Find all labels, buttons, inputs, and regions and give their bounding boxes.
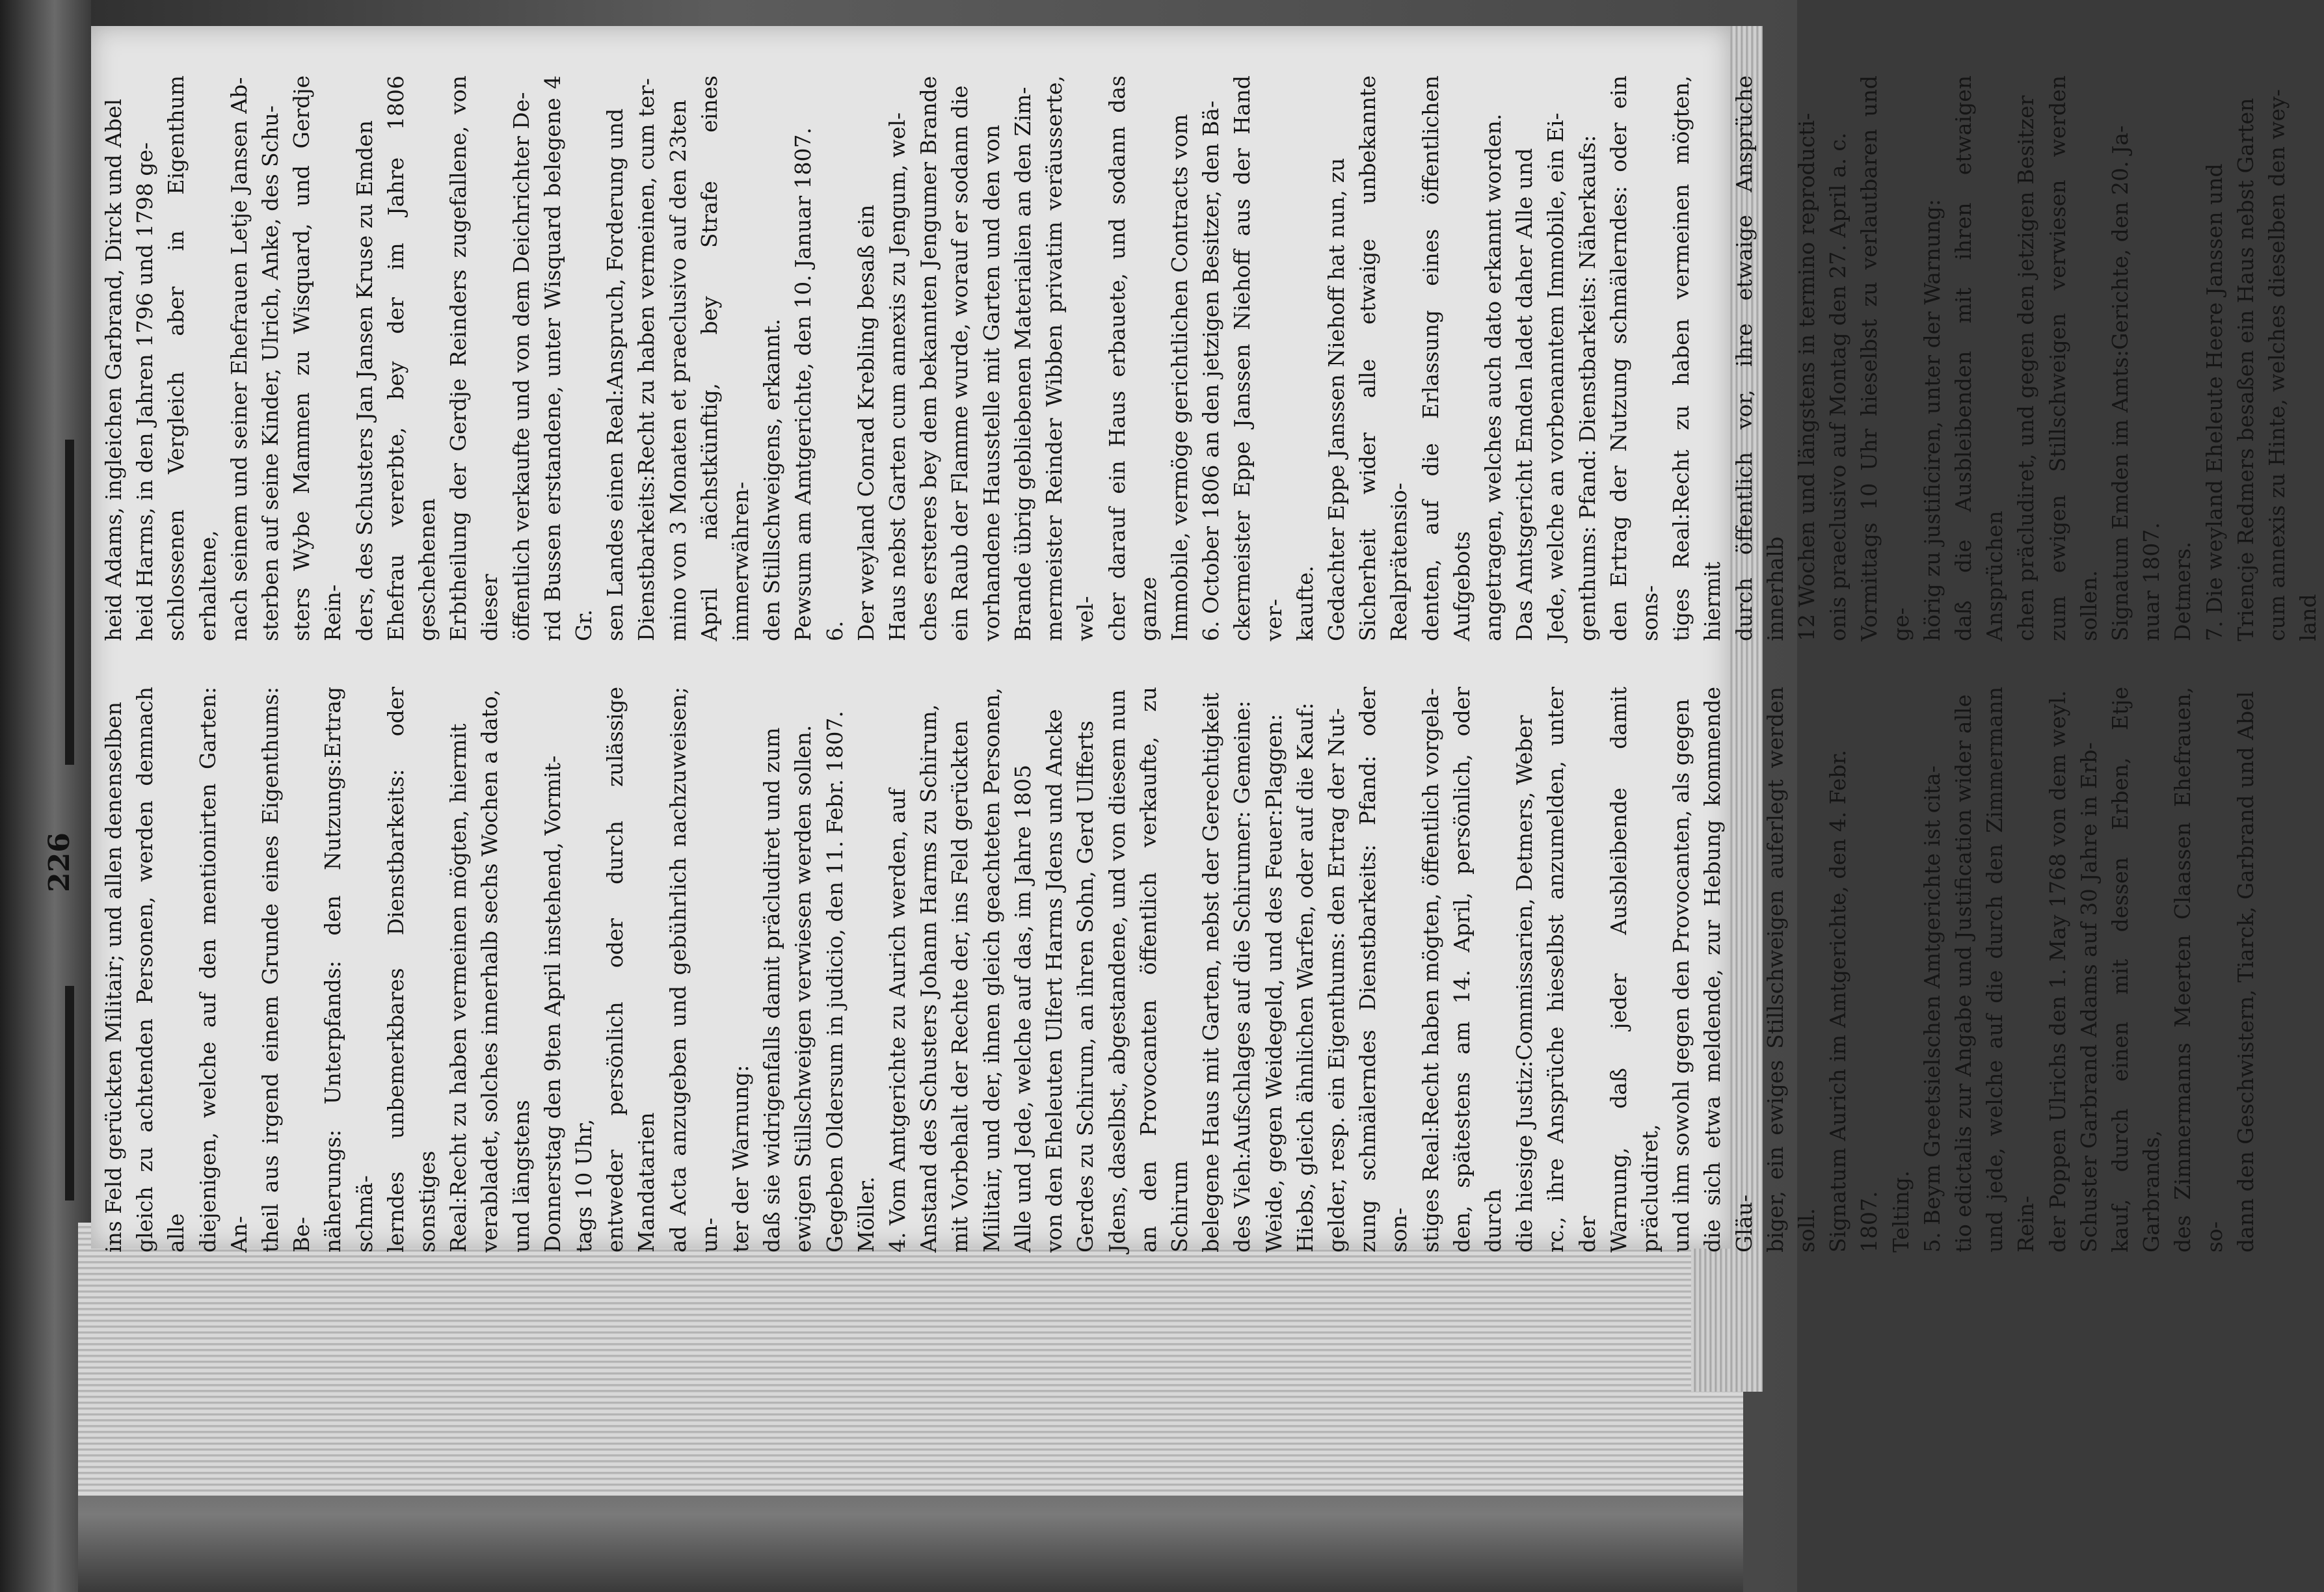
text-line: und jede, welche auf die durch den Zimmermann Rein- [1982,687,2039,1253]
text-line: Hiebs, gleich ähnlichen Warfen, oder auf die Kauf: [1292,702,1318,1253]
text-line: durch öffentlich vor, ihre etwaige Ansprüche innerhalb [1731,75,1788,641]
text-line: ches ersteres bey dem bekannten Jengumer Brande [916,75,942,641]
text-line: mino von 3 Monaten et praeclusivo auf den 23ten [665,100,691,641]
text-line: tags 10 Uhr, [571,1119,597,1253]
text-line: diejenigen, welche auf den mentionirten Garten: An- [194,687,252,1253]
page-text [36,43,2321,1266]
text-line: Jede, welche an vorbenanntem Immobile, ein Ei- [1543,113,1569,641]
text-line: rid Bussen erstandene, unter Wisquard belegene 4 Gr. [539,75,597,641]
text-line: Alle und Jede, welche auf das, im Jahre 1805 [1009,764,1035,1253]
page-number: 226 [43,832,76,892]
text-line: kauf, durch einen mit dessen Erben, Etje Garbrands, [2107,687,2165,1253]
text-line: sters Wybe Mammen zu Wisquard, und Gerdje Rein- [289,75,346,641]
text-line: zung schmälerndes Dienstbarkeits: Pfand: oder son- [1355,687,1412,1253]
text-line: zum ewigen Stillschweigen verwiesen werden sollen. [2044,75,2102,641]
header-rule-left [65,986,74,1201]
text-line: entweder persönlich oder durch zulässige Mandatarien [602,687,660,1253]
text-line: 4. Vom Amtgerichte zu Aurich werden, auf [885,788,911,1253]
text-line: Möller. [853,1176,879,1253]
text-line: Vormittags 10 Uhr hieselbst zu verlautbaren und ge- [1856,75,1914,641]
text-line: Anstand des Schusters Johann Harms zu Schirum, [916,704,942,1253]
text-line: nach seinem und seiner Ehefrauen Letje Jansen Ab- [226,77,252,641]
text-line: Telting. [1888,1170,1914,1253]
text-line: daß die Ausbleibenden mit ihren etwaigen Ansprüchen [1950,75,2008,641]
text-line: lerndes unbemerkbares Dienstbarkeits: oder sonstiges [382,687,440,1253]
text-line: die hiesige Justiz:Commissarien, Detmers, Weber [1512,715,1538,1253]
text-line: kaufte. [1292,565,1318,641]
text-line: der Poppen Ulrichs den 1. May 1768 von dem weyl. [2044,690,2070,1253]
text-line: Sicherheit wider alle etwaige unbekannte Realprätensio- [1355,75,1412,641]
text-line: onis praeclusivo auf Montag den 27. April a. c. [1825,132,1851,641]
text-line: Pewsum am Amtgerichte, den 10. Januar 1807. [790,127,816,641]
text-line: die sich etwa meldende, zur Hebung kommende Gläu- [1700,687,1757,1253]
text-line: und ihm sowohl gegen den Provocanten, als gegen [1668,698,1694,1253]
text-line: 6. October 1806 an den jetzigen Besitzer, den Bä- [1198,100,1224,641]
text-line: angetragen, welches auch dato erkannt worden. [1480,113,1506,641]
text-line: 6. [821,620,848,641]
text-line: Signatum Aurich im Amtgerichte, den 4. Febr. [1825,749,1851,1253]
text-line: belegene Haus mit Garten, nebst der Gerechtigkeit [1198,693,1224,1253]
text-line: Ehefrau vererbte, bey der im Jahre 1806 geschehenen [382,75,440,641]
text-line: Haus nebst Garten cum annexis zu Jengum, wel- [885,112,911,641]
text-line: cum annexis zu Hinte, welches dieselben den wey- [2264,89,2290,641]
text-line: mit Vorbehalt der Rechte der, ins Feld gerückten [947,720,973,1253]
text-line: land [2295,594,2321,641]
text-line: gelder, resp. ein Eigenthums: den Ertrag der Nut- [1323,708,1349,1253]
text-line: Donnerstag den 9ten April instehend, Vormit- [539,755,565,1253]
text-line: des Zimmermanns Meerten Claassen Ehefrauen, so- [2170,687,2227,1253]
text-line: ewigen Stillschweigen verwiesen werden sollen. [790,724,816,1253]
text-line: Signatum Emden im Amts:Gerichte, den 20. Ja- [2107,125,2133,641]
text-line: ins Feld gerückten Militair; und allen denenselben [101,702,126,1253]
text-line: April nächstkünftig, bey Strafe eines immerwähren- [696,75,754,641]
text-line: 5. Beym Greetsielschen Amtgerichte ist cita- [1919,765,1945,1253]
text-line: Gerdes zu Schirum, an ihren Sohn, Gerd Ulfferts [1073,721,1099,1253]
text-line: ad Acta anzugeben und gebührlich nachzuweisen; un- [665,687,722,1253]
text-line: näherungs: Unterpfands: den Nutzungs:Ertrag schmä- [320,687,377,1253]
right-column [98,75,2321,641]
text-line: Warnung, daß jeder Ausbleibende damit präcludiret, [1605,687,1663,1253]
text-line: chen präcludiret, und gegen den jetzigen Besitzer [2013,95,2039,641]
text-line: ckermeister Eppe Janssen Niehoff aus der Hand ver- [1229,75,1287,641]
text-line: hörig zu justificiren, unter der Warnung: [1919,199,1945,641]
text-line: an den Provocanten öffentlich verkaufte, zu Schirum [1135,687,1192,1253]
text-line: Dienstbarkeits:Recht zu haben vermeinen, cum ter- [634,78,660,641]
text-line: sterben auf seine Kinder, Ulrich, Anke, des Schu- [258,105,284,641]
text-line: heid Harms, in den Jahren 1796 und 1798 ge- [132,142,158,641]
text-line: sen Landes einen Real:Anspruch, Forderung und [602,108,628,641]
text-line: stiges Real:Recht haben mögten, öffentlich vorgela- [1417,687,1443,1253]
text-line: Real:Recht zu haben vermeinen mögten, hiermit [446,723,472,1253]
text-line: 1807. [1856,1191,1882,1253]
text-line: Gedachter Eppe Janssen Niehoff hat nun, zu [1323,157,1349,641]
text-line: und längstens [508,1100,534,1253]
text-line: heid Adams, ingleichen Garbrand, Dirck und Abel [101,98,126,641]
text-line: tiges Real:Recht zu haben vermeinen mögten, hiermit [1668,75,1726,641]
text-line: Jdens, daselbst, abgestandene, und von diesem nun [1104,689,1130,1253]
text-line: ter der Warnung: [728,1065,754,1253]
text-line: theil aus irgend einem Grunde eines Eigenthums: Be- [258,687,315,1253]
text-line: schlossenen Vergleich aber in Eigenthum erhaltene, [163,75,220,641]
left-column [98,687,2258,1253]
text-line: öffentlich verkaufte und von dem Deichrichter De- [508,92,534,641]
text-line: Erbtheilung der Gerdje Reinders zugefallene, von dieser [446,75,503,641]
text-line: den Ertrag der Nutzung schmälerndes: oder ein sons- [1605,75,1663,641]
text-line: ders, des Schusters Jan Jansen Kruse zu Emden [351,120,377,641]
text-line: rc., ihre Ansprüche hieselbst anzumelden, unter der [1543,687,1600,1253]
text-line: ein Raub der Flamme wurde, worauf er sodann die [947,85,973,641]
text-line: biger, ein ewiges Stillschweigen auferlegt werden soll. [1762,687,1819,1253]
text-line: Immobile, vermöge gerichtlichen Contracts vom [1166,114,1192,641]
text-line: Militair, und der, ihnen gleich geachteten Personen, [978,687,1004,1253]
text-line: den, spätestens am 14. April, persönlich, oder durch [1449,687,1506,1253]
text-line: Das Amtsgericht Emden ladet daher Alle und [1512,148,1538,641]
page-header [36,43,95,1266]
text-line: Triencje Redmers besaßen ein Haus nebst Garten [2232,98,2258,641]
text-line: cher darauf ein Haus erbauete, und sodann das ganze [1104,75,1161,641]
text-line: Gegeben Oldersum in judicio, den 11. Febr. 1807. [821,710,848,1253]
text-line: 12 Wochen und längstens in termino reproducti- [1793,113,1819,641]
text-line: Detmers. [2170,541,2196,641]
text-line: verabladet, solches innerhalb sechs Wochen a dato, [477,689,503,1253]
text-line: vorhandene Hausstelle mit Garten und den von [978,124,1004,641]
header-rule-right [65,440,74,765]
text-line: Schuster Garbrand Adams auf 30 Jahre in Erb- [2076,742,2102,1253]
text-line: tio edictalis zur Angabe und Justification wider alle [1950,694,1976,1253]
text-line: gleich zu achtenden Personen, werden demnach alle [132,687,189,1253]
text-line: von den Eheleuten Ulfert Harms Jdens und Ancke [1041,709,1067,1253]
text-line: Brande übrig gebliebenen Materialien an den Zim- [1009,86,1035,641]
text-line: mermeister Reinder Wibben privatim veräusserte, wel- [1041,75,1099,641]
text-line: Weide, gegen Weidegeld, und des Feuer:Plaggen: [1261,713,1287,1253]
text-line: Der weyland Conrad Krebling besaß ein [853,204,879,641]
text-line: daß sie widrigenfalls damit präcludiret und zum [759,727,785,1253]
text-line: den Stillschweigens, erkannt. [759,319,785,641]
text-line: genthums: Pfand: Dienstbarkeits: Näherkaufs: [1574,135,1600,641]
text-line: 7. Die weyland Eheleute Heere Janssen und [2201,163,2227,641]
text-line: dann den Geschwistern, Tiarck, Garbrand und Abel [2232,691,2258,1253]
text-line: denten, auf die Erlassung eines öffentlichen Aufgebots [1417,75,1475,641]
text-line: des Vieh:Aufschlages auf die Schirumer: Gemeine: [1229,700,1255,1253]
text-line: nuar 1807. [2139,522,2165,641]
